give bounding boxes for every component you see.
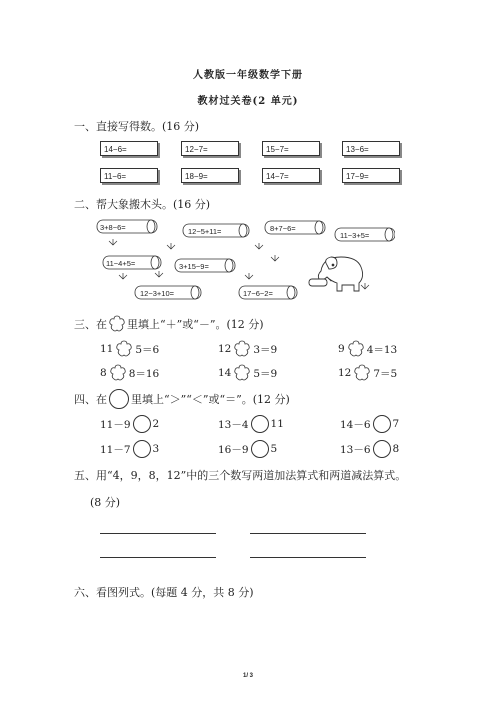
answer-line[interactable]: [100, 533, 216, 534]
compare-problem: [340, 440, 399, 458]
operand: 12: [338, 367, 352, 379]
flower-problem: [218, 339, 277, 359]
grass-icon: [361, 283, 369, 289]
compare-problem: [100, 440, 159, 458]
compare-blank[interactable]: [133, 440, 151, 458]
flower-blank-icon[interactable]: [232, 363, 252, 383]
compare-blank[interactable]: [373, 440, 391, 458]
page-number: 1/ 3: [242, 673, 253, 679]
flower-blank-icon[interactable]: [352, 363, 372, 383]
operand: 8: [100, 367, 107, 379]
operand: 7: [392, 418, 400, 430]
operand: 5: [270, 443, 278, 455]
compare-problem: [218, 415, 284, 433]
elephant-icon: [309, 257, 363, 291]
flower-blank-icon[interactable]: [114, 339, 134, 359]
answer-box[interactable]: 11−6=: [100, 168, 158, 183]
operand: 13－6: [340, 443, 371, 456]
log-label: 3+15−9=: [179, 262, 209, 271]
section-4-heading-suffix: 里填上“＞”“＜”或“＝”。(12 分): [131, 393, 290, 406]
grass-icon: [271, 255, 279, 261]
operand: 11－9: [100, 418, 131, 431]
log-label: 11−3+5=: [340, 231, 370, 240]
operand: 3＝9: [253, 343, 278, 356]
operand: 2: [152, 418, 160, 430]
compare-blank[interactable]: [251, 440, 269, 458]
operand: 14: [218, 367, 232, 379]
log-label: 12−3+10=: [140, 289, 174, 298]
answer-box[interactable]: 14−7=: [262, 168, 320, 183]
operand: 11: [270, 418, 284, 430]
section-4-heading: [74, 389, 290, 409]
operand: 8＝16: [128, 367, 160, 380]
compare-blank[interactable]: [373, 415, 391, 433]
answer-line[interactable]: [100, 557, 216, 558]
log-label: 3+8−6=: [100, 223, 126, 232]
compare-problem: [218, 440, 277, 458]
circle-icon: [109, 389, 129, 409]
section-5-heading: 五、用“4，9，8，12”中的三个数写两道加法算式和两道减法算式。: [74, 469, 407, 482]
section-6-heading: 六、看图列式。(每题 4 分，共 8 分): [74, 586, 254, 599]
answer-line[interactable]: [250, 533, 366, 534]
compare-blank[interactable]: [251, 415, 269, 433]
grass-icon: [167, 243, 175, 249]
flower-problem: [338, 363, 397, 383]
section-3-heading-suffix: 里填上“＋”或“－”。(12 分): [127, 318, 264, 331]
operand: 4＝13: [366, 343, 398, 356]
operand: 9: [338, 343, 345, 355]
log-label: 17−6−2=: [243, 289, 273, 298]
section-2-heading: 二、帮大象搬木头。(16 分): [74, 198, 211, 211]
answer-box[interactable]: 18−9=: [181, 168, 239, 183]
log-label: 11−4+5=: [106, 259, 136, 268]
grass-icon: [255, 243, 263, 249]
flower-blank-icon[interactable]: [232, 339, 252, 359]
operand: 16－9: [218, 443, 249, 456]
document-title: 人教版一年级数学下册: [193, 70, 303, 81]
grass-icon: [245, 273, 253, 279]
flower-blank-icon[interactable]: [346, 339, 366, 359]
operand: 13－4: [218, 418, 249, 431]
grass-icon: [109, 239, 117, 245]
flower-problem: [218, 363, 277, 383]
operand: 3: [152, 443, 160, 455]
operand: 11－7: [100, 443, 131, 456]
section-1-heading: 一、直接写得数。(16 分): [74, 120, 200, 133]
answer-line[interactable]: [250, 557, 366, 558]
operand: 7＝5: [373, 367, 398, 380]
operand: 12: [218, 343, 232, 355]
answer-box[interactable]: 14−6=: [100, 141, 158, 156]
grass-icon: [155, 271, 163, 277]
operand: 5＝9: [253, 367, 278, 380]
operand: 14－6: [340, 418, 371, 431]
section-3-heading: [74, 314, 264, 334]
operand: 11: [100, 343, 114, 355]
answer-box[interactable]: 17−9=: [342, 168, 400, 183]
compare-blank[interactable]: [133, 415, 151, 433]
flower-blank-icon[interactable]: [108, 363, 128, 383]
section-3-heading-prefix: 三、在: [74, 318, 107, 331]
operand: 8: [392, 443, 400, 455]
log-label: 8+7−6=: [270, 224, 296, 233]
flower-problem: [338, 339, 397, 359]
answer-box[interactable]: 15−7=: [262, 141, 320, 156]
grass-icon: [119, 273, 127, 279]
answer-box[interactable]: 12−7=: [181, 141, 239, 156]
compare-problem: [100, 415, 159, 433]
flower-icon: [107, 314, 127, 334]
flower-problem: [100, 339, 159, 359]
compare-problem: [340, 415, 399, 433]
log-label: 12−5+11=: [188, 227, 222, 236]
section-5-points: (8 分): [90, 496, 121, 509]
answer-box[interactable]: 13−6=: [342, 141, 400, 156]
operand: 5＝6: [135, 343, 160, 356]
flower-problem: [100, 363, 159, 383]
document-subtitle: 教材过关卷(2 单元): [197, 96, 299, 107]
section-4-heading-prefix: 四、在: [74, 393, 107, 406]
